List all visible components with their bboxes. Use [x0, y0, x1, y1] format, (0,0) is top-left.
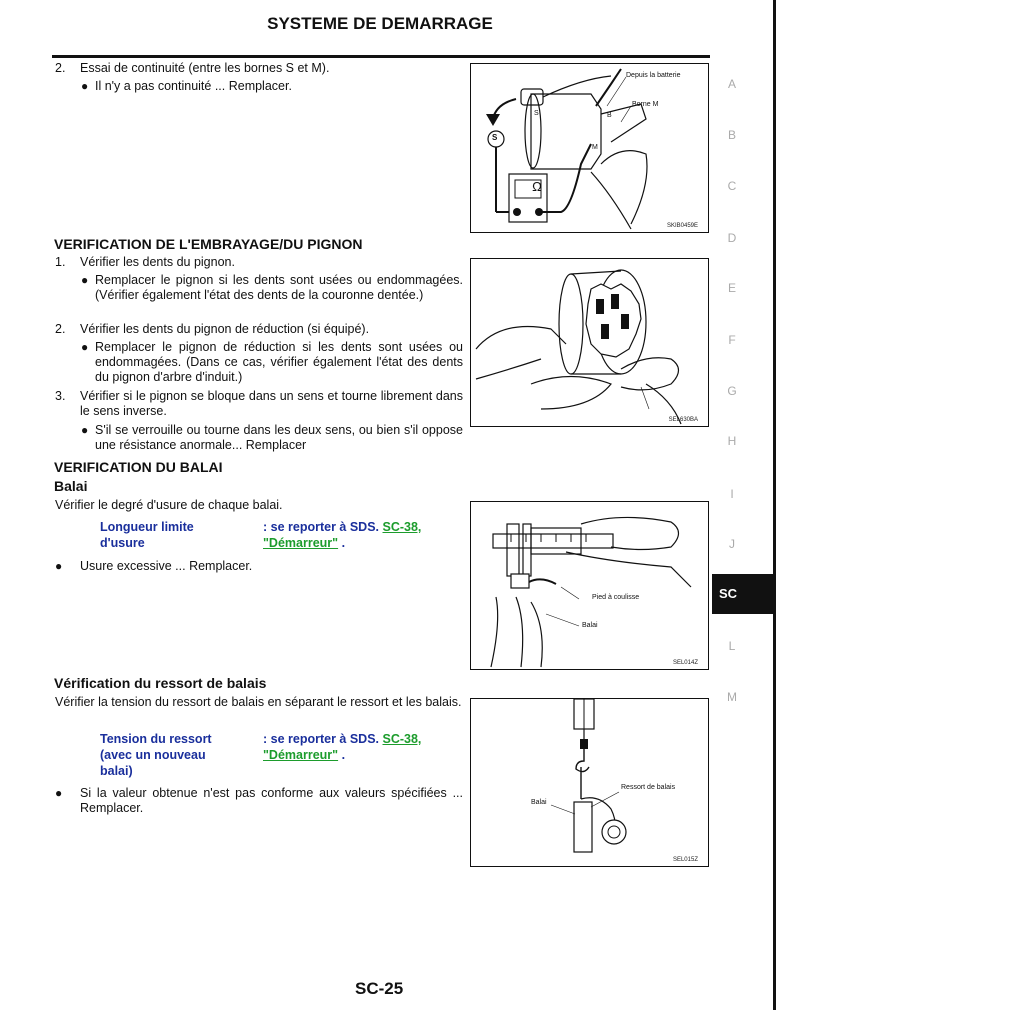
page-title: SYSTEME DE DEMARRAGE	[267, 14, 493, 33]
figure-pinion	[470, 258, 709, 427]
spring-bullet: Si la valeur obtenue n'est pas conforme aux valeurs spécifiées ... Remplacer.	[80, 786, 463, 815]
bullet-icon: ●	[81, 273, 89, 287]
spec-reference-wear-limit	[263, 519, 433, 551]
figure-caliper	[470, 501, 709, 670]
fig1-probe-s: S	[492, 133, 498, 142]
section-heading-clutch: VERIFICATION DE L'EMBRAYAGE/DU PIGNON	[54, 236, 363, 252]
spec-suffix: .	[338, 748, 346, 762]
title-rule	[52, 55, 710, 58]
spec-reference-spring-tension	[263, 731, 443, 763]
bullet-icon: ●	[55, 559, 63, 573]
side-tab-i[interactable]: I	[730, 487, 734, 501]
page-number: SC-25	[355, 979, 404, 998]
bullet-icon: ●	[81, 340, 89, 354]
spec-label-spring-tension: Tension du ressort (avec un nouveau balai)	[100, 732, 212, 778]
subheading-spring: Vérification du ressort de balais	[54, 675, 267, 691]
side-tab-g[interactable]: G	[727, 384, 737, 398]
sds-link-demarreur[interactable]: SC-38, "Démarreur"	[263, 520, 422, 550]
side-tab-b[interactable]: B	[727, 128, 736, 142]
side-tab-c[interactable]: C	[727, 179, 737, 193]
side-tab-d[interactable]: D	[727, 231, 737, 245]
bullet-icon: ●	[81, 423, 89, 437]
page-margin-line	[773, 0, 776, 1010]
bullet-icon: ●	[55, 786, 63, 800]
figure-continuity-test	[470, 63, 709, 233]
list-item-bullet: Remplacer le pignon si les dents sont usées ou endommagées. (Vérifier également l'état des dents de la couronne dentée.)	[95, 273, 463, 302]
list-item-bullet: S'il se verrouille ou tourne dans les deux sens, ou bien s'il oppose une résistance anormale... Remplacer	[95, 423, 463, 452]
spec-prefix: : se reporter à SDS.	[263, 732, 383, 746]
side-tab-m[interactable]: M	[727, 690, 737, 704]
subheading-balai: Balai	[54, 478, 88, 494]
continuity-text: Essai de continuité (entre les bornes S et M).	[80, 61, 330, 75]
fig3-label-balai: Balai	[582, 622, 598, 629]
list-item-text: Vérifier si le pignon se bloque dans un sens et tourne librement dans le sens inverse.	[80, 389, 463, 418]
section-heading-brush: VERIFICATION DU BALAI	[54, 459, 223, 475]
side-tab-f[interactable]: F	[728, 333, 736, 347]
list-number: 2.	[55, 322, 66, 336]
spec-suffix: .	[338, 536, 346, 550]
side-tab-j[interactable]: J	[729, 537, 735, 551]
bullet-icon: ●	[81, 79, 89, 93]
side-tab-sc-active[interactable]: SC	[712, 574, 774, 614]
side-tab-e[interactable]: E	[727, 281, 736, 295]
sds-link-demarreur[interactable]: SC-38, "Démarreur"	[263, 732, 422, 762]
fig4-label-balai: Balai	[531, 799, 547, 806]
fig1-label-borne-m: Borne M	[632, 101, 659, 108]
list-number: 3.	[55, 389, 66, 403]
side-tab-a[interactable]: A	[727, 77, 736, 91]
fig1-label-s: S	[534, 110, 539, 117]
spec-prefix: : se reporter à SDS.	[263, 520, 383, 534]
spec-label-wear-limit: Longueur limite d'usure	[100, 520, 194, 550]
fig1-label-m: M	[592, 144, 598, 151]
list-item-text: Vérifier les dents du pignon.	[80, 255, 235, 269]
figure-code: SEL014Z	[672, 660, 698, 666]
list-item-bullet: Remplacer le pignon de réduction si les dents sont usées ou endommagées. (Dans ce cas, vérifier également l'état des dents du pignon d'arbre d'induit.)	[95, 340, 463, 384]
brush-bullet: Usure excessive ... Remplacer.	[80, 559, 253, 573]
side-tab-h[interactable]: H	[727, 434, 737, 448]
ohm-symbol: Ω	[532, 179, 542, 194]
figure-code: SEL630BA	[668, 417, 698, 423]
fig1-label-battery: Depuis la batterie	[626, 72, 681, 79]
figure-code: SKIB0459E	[666, 223, 698, 229]
list-item-text: Vérifier les dents du pignon de réduction (si équipé).	[80, 322, 370, 336]
fig3-label-caliper: Pied à coulisse	[592, 594, 640, 601]
continuity-step-number: 2.	[55, 61, 66, 75]
fig1-label-b: B	[607, 112, 612, 119]
brush-text: Vérifier le degré d'usure de chaque balai.	[55, 498, 283, 512]
continuity-bullet: Il n'y a pas continuité ... Remplacer.	[95, 79, 292, 93]
figure-spring-gauge	[470, 698, 709, 867]
fig4-label-spring: Ressort de balais	[621, 784, 676, 791]
spring-text: Vérifier la tension du ressort de balais en séparant le ressort et les balais.	[55, 695, 462, 709]
list-number: 1.	[55, 255, 66, 269]
side-tab-l[interactable]: L	[728, 639, 736, 653]
figure-code: SEL015Z	[672, 857, 698, 863]
